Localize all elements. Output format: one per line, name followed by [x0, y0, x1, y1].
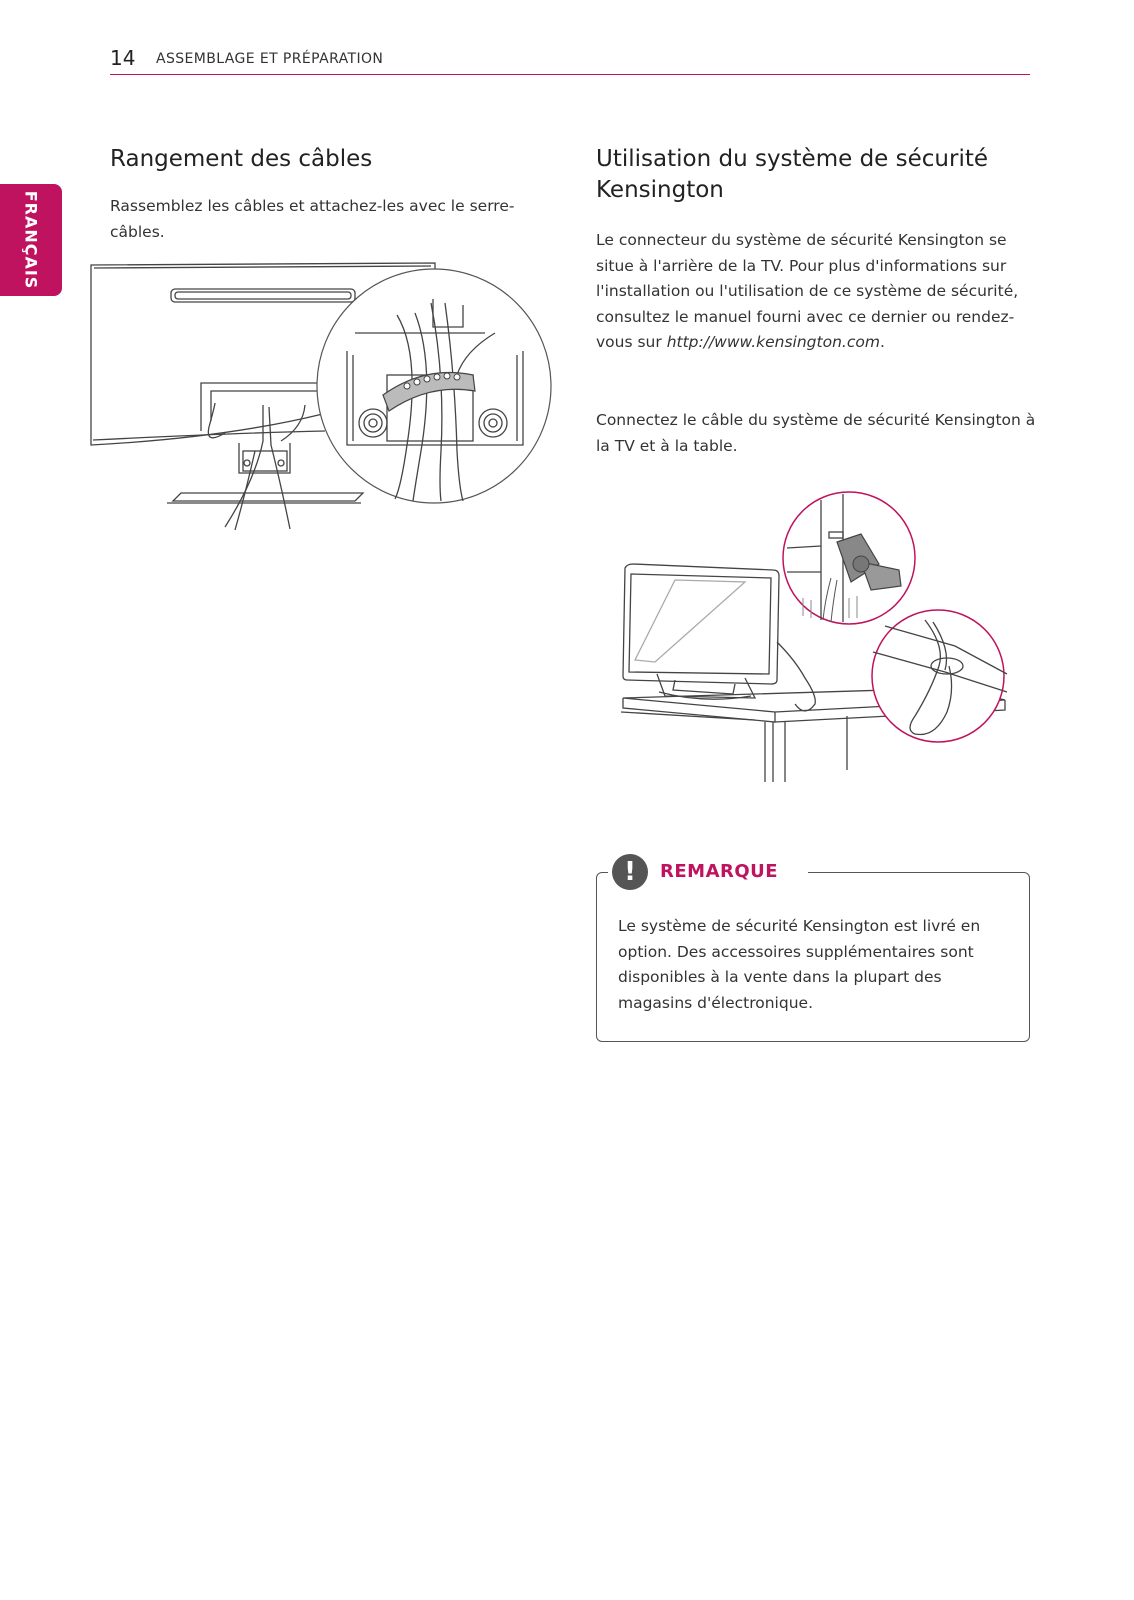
section-label: ASSEMBLAGE ET PRÉPARATION [156, 51, 384, 67]
kensington-connect-text: Connectez le câble du système de sécurité Kensington à la TV et à la table. [596, 411, 1036, 455]
note-header [608, 852, 808, 892]
kensington-link[interactable]: http://www.kensington.com [666, 333, 880, 351]
cable-management-title: Rangement des câbles [110, 146, 373, 172]
page-header [110, 44, 1030, 75]
note-text: Le système de sécurité Kensington est livré en option. Des accessoires supplémentaires sont disponibles à la vente dans la plupart des magasins d'électronique. [618, 917, 981, 1012]
kensington-illustration [615, 490, 1015, 790]
cable-management-text: Rassemblez les câbles et attachez-les avec le serre-câbles. [110, 197, 515, 241]
kensington-text-end: . [879, 333, 885, 351]
exclamation-icon: ! [612, 854, 648, 890]
language-label: FRANÇAIS [21, 190, 41, 290]
kensington-text [596, 228, 1036, 356]
page-number: 14 [110, 46, 136, 70]
kensington-text-body: Le connecteur du système de sécurité Kensington se situe à l'arrière de la TV. Pour plus d'informations sur l'installation ou l'utilisation de ce système de sécurité, consultez le manuel fourni avec ce dernier ou rendez-vous sur [596, 231, 1019, 351]
kensington-title: Utilisation du système de sécurité Kensington [596, 146, 988, 203]
note-title: REMARQUE [660, 861, 779, 882]
cable-management-illustration [85, 255, 560, 535]
language-tab [0, 184, 62, 296]
